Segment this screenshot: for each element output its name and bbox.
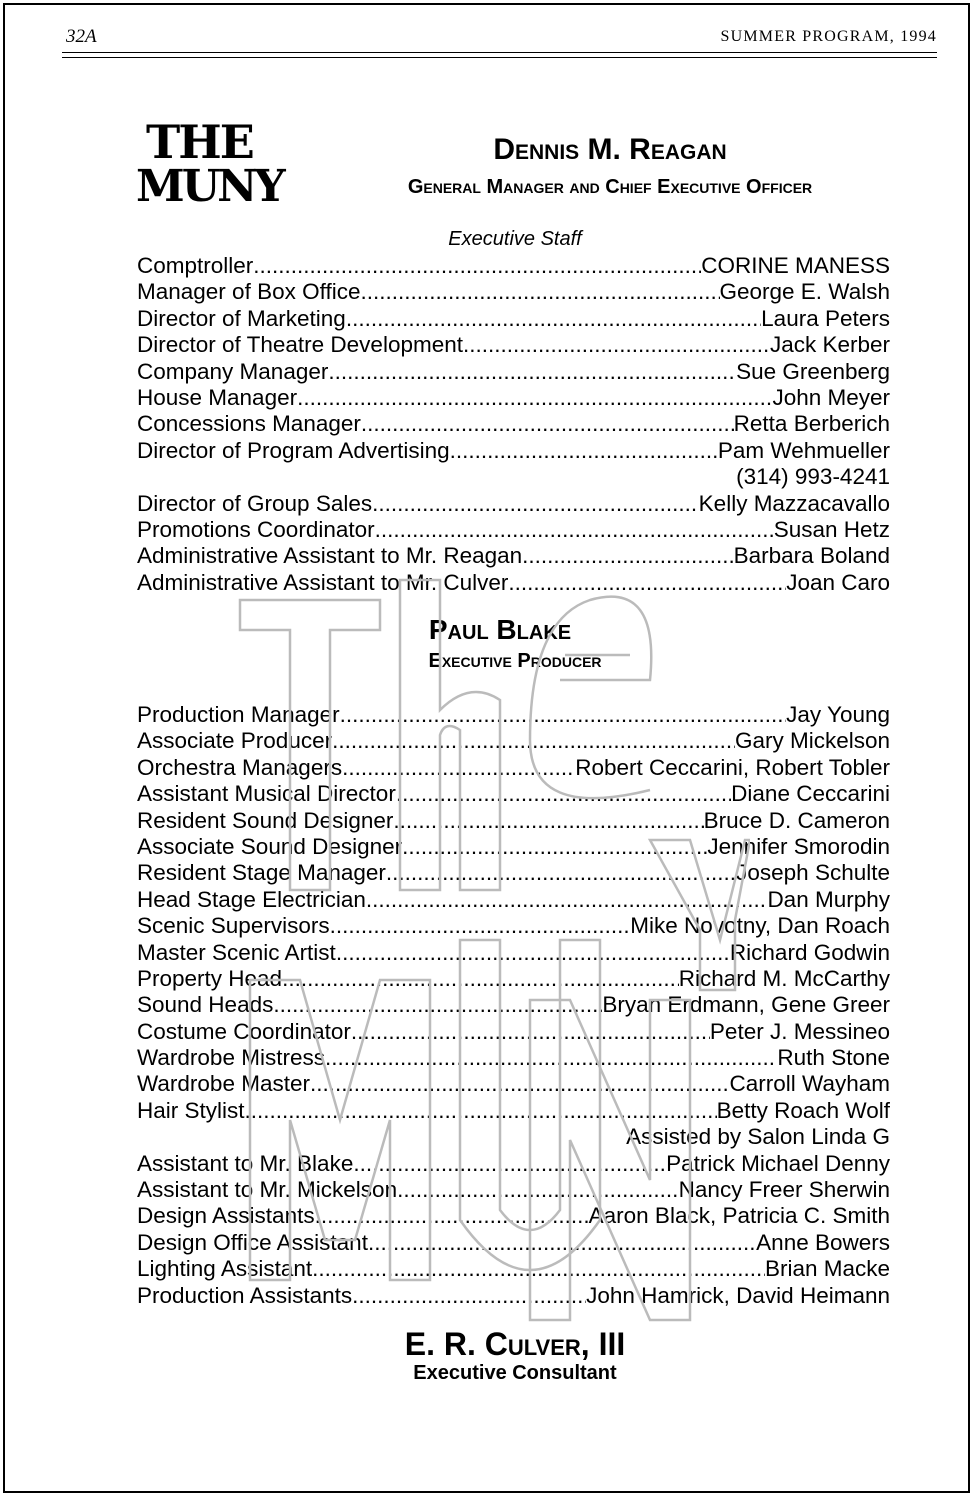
staff-role: Administrative Assistant to Mr. Culver (137, 569, 509, 595)
dot-leader (351, 1019, 710, 1045)
staff-value: Jennifer Smorodin (707, 833, 890, 859)
staff-value: Pam Wehmueller (717, 437, 890, 463)
dot-leader (253, 253, 701, 279)
dot-leader (450, 438, 718, 464)
executive-producer-title: Executive Producer (428, 650, 602, 672)
staff-role: Manager of Box Office (137, 279, 361, 305)
staff-row (137, 808, 890, 834)
header-rule (62, 57, 937, 58)
staff-row (137, 1203, 890, 1229)
staff-value: Bryan Erdmann, Gene Greer (602, 992, 890, 1018)
staff-role: Lighting Assistant (137, 1256, 313, 1282)
dot-leader (366, 887, 768, 913)
staff-value: Richard Godwin (729, 939, 890, 965)
staff-role: Administrative Assistant to Mr. Reagan (137, 543, 523, 569)
production-staff-list (137, 702, 890, 1309)
staff-row (137, 570, 890, 596)
dot-leader (352, 1283, 586, 1309)
staff-role: Production Manager (137, 702, 340, 727)
staff-row (137, 834, 890, 860)
staff-value: Peter J. Messineo (709, 1018, 890, 1044)
staff-value: Barbara Boland (733, 543, 890, 569)
staff-role: Assistant Musical Director (137, 781, 396, 807)
dot-leader (386, 860, 736, 886)
dot-leader (340, 702, 787, 728)
dot-leader (402, 834, 707, 860)
staff-value: Dan Murphy (767, 886, 890, 912)
staff-role: Head Stage Electrician (137, 886, 366, 912)
staff-role: Property Head (137, 965, 283, 991)
staff-row (137, 992, 890, 1018)
executive-consultant-name: E. R. Culver, III (404, 1326, 626, 1362)
staff-row (137, 1230, 890, 1256)
staff-role: Director of Marketing (137, 305, 346, 331)
staff-value: Aaron Black, Patricia C. Smith (588, 1203, 890, 1229)
staff-row (137, 411, 890, 437)
logo-line-1: THE (146, 115, 253, 169)
staff-row (137, 1256, 890, 1282)
staff-role: Associate Sound Designer (137, 833, 403, 859)
staff-row (137, 940, 890, 966)
staff-role: Concessions Manager (137, 411, 361, 437)
dot-leader (508, 570, 786, 596)
dot-leader (346, 306, 761, 332)
dot-leader (393, 808, 703, 834)
staff-value: Brian Macke (764, 1256, 890, 1282)
staff-value: Nancy Freer Sherwin (678, 1177, 890, 1203)
dot-leader (396, 781, 731, 807)
dot-leader (522, 543, 733, 569)
header-rule (62, 52, 937, 53)
dot-leader (330, 913, 631, 939)
staff-row (137, 543, 890, 569)
executive-staff-list (137, 253, 890, 596)
staff-value: John Hamrick, David Heimann (586, 1282, 890, 1308)
staff-role: Design Assistants (137, 1203, 315, 1229)
staff-value: Carroll Wayham (729, 1071, 890, 1097)
dot-leader (368, 1230, 756, 1256)
staff-row (137, 253, 890, 279)
staff-role: Director of Group Sales (137, 490, 373, 516)
staff-value: Betty Roach Wolf (716, 1097, 890, 1123)
staff-value: Jay Young (786, 702, 890, 727)
running-header (66, 26, 937, 52)
staff-value: Retta Berberich (733, 411, 890, 437)
staff-role: Master Scenic Artist (137, 939, 336, 965)
dot-leader (297, 385, 772, 411)
dot-leader (315, 1203, 589, 1229)
staff-value: Laura Peters (761, 305, 890, 331)
staff-row (137, 1177, 890, 1203)
dot-leader (328, 359, 736, 385)
executive-consultant-title: Executive Consultant (413, 1362, 617, 1384)
staff-role: Assistant to Mr. Mickelson (137, 1177, 398, 1203)
staff-value: Richard M. McCarthy (678, 965, 890, 991)
staff-role: Resident Stage Manager (137, 860, 386, 886)
staff-row (137, 306, 890, 332)
dot-leader (353, 1151, 666, 1177)
staff-value: Assisted by Salon Linda G (626, 1124, 890, 1150)
staff-value: Mike Novotny, Dan Roach (630, 913, 890, 939)
staff-value: Robert Ceccarini, Robert Tobler (575, 754, 890, 780)
staff-role: Promotions Coordinator (137, 516, 375, 542)
dot-leader (336, 940, 730, 966)
dot-leader (372, 491, 699, 517)
general-manager-name: Dennis M. Reagan (493, 133, 727, 166)
dot-leader (310, 1071, 730, 1097)
executive-staff-subtitle: Executive Staff (448, 228, 582, 250)
staff-role: Resident Sound Designer (137, 807, 394, 833)
staff-row (137, 1283, 890, 1309)
staff-role: Assistant to Mr. Blake (137, 1150, 354, 1176)
staff-value: Joan Caro (786, 569, 890, 595)
dot-leader (282, 966, 679, 992)
staff-role: Production Assistants (137, 1282, 353, 1308)
staff-role: Wardrobe Master (137, 1071, 310, 1097)
dot-leader (361, 411, 734, 437)
dot-leader (360, 279, 719, 305)
staff-value: Joseph Schulte (736, 860, 890, 886)
staff-row (137, 359, 890, 385)
staff-role: Orchestra Managers (137, 754, 343, 780)
dot-leader (397, 1177, 679, 1203)
staff-row (137, 517, 890, 543)
staff-role: Hair Stylist (137, 1097, 245, 1123)
staff-role: Sound Heads (137, 992, 274, 1018)
staff-row (137, 332, 890, 358)
staff-row (137, 491, 890, 517)
staff-value: Gary Mickelson (734, 728, 890, 754)
staff-role: Design Office Assistant (137, 1229, 368, 1255)
staff-row (137, 1098, 890, 1124)
staff-value: Ruth Stone (777, 1045, 890, 1071)
staff-value: Sue Greenberg (736, 358, 890, 384)
staff-value: Jack Kerber (769, 332, 890, 358)
muny-logo (136, 115, 283, 212)
staff-value: Bruce D. Cameron (703, 807, 890, 833)
staff-value: George E. Walsh (719, 279, 890, 305)
staff-value: Anne Bowers (756, 1229, 890, 1255)
staff-row (137, 1151, 890, 1177)
staff-value: Patrick Michael Denny (666, 1150, 890, 1176)
dot-leader (245, 1098, 717, 1124)
dot-leader (375, 517, 774, 543)
staff-role: Director of Theatre Development (137, 332, 463, 358)
staff-role: Associate Producer (137, 728, 333, 754)
staff-value: Kelly Mazzacavallo (698, 490, 890, 516)
staff-value: CORINE MANESS (701, 253, 890, 278)
page-number: 32A (66, 26, 97, 47)
executive-producer-name: Paul Blake (428, 614, 572, 645)
staff-role: House Manager (137, 384, 298, 410)
staff-role: Director of Program Advertising (137, 437, 450, 463)
dot-leader (342, 755, 575, 781)
staff-role: Wardrobe Mistress (137, 1045, 325, 1071)
staff-row (137, 755, 890, 781)
staff-row (137, 966, 890, 992)
program-title: SUMMER PROGRAM, 1994 (720, 28, 937, 45)
staff-role: Scenic Supervisors (137, 913, 330, 939)
general-manager-title: General Manager and Chief Executive Officer (407, 176, 813, 198)
staff-row (137, 385, 890, 411)
dot-leader (463, 332, 770, 358)
staff-value: Susan Hetz (773, 516, 890, 542)
dot-leader (332, 728, 735, 754)
staff-row (137, 860, 890, 886)
staff-row (137, 1071, 890, 1097)
staff-row (137, 913, 890, 939)
staff-row (137, 1019, 890, 1045)
staff-row (137, 438, 890, 464)
staff-value: John Meyer (772, 384, 890, 410)
staff-row (137, 887, 890, 913)
dot-leader (325, 1045, 777, 1071)
staff-role: Company Manager (137, 358, 329, 384)
staff-value: (314) 993-4241 (736, 464, 890, 490)
staff-role: Costume Coordinator (137, 1018, 351, 1044)
staff-row (137, 279, 890, 305)
staff-row-continuation (137, 1124, 890, 1150)
staff-row (137, 702, 890, 728)
dot-leader (273, 992, 602, 1018)
staff-row-continuation (137, 464, 890, 490)
logo-line-2: MUNY (136, 161, 283, 212)
staff-row (137, 728, 890, 754)
dot-leader (312, 1256, 765, 1282)
staff-role: Comptroller (137, 253, 254, 278)
staff-value: Diane Ceccarini (731, 781, 890, 807)
staff-row (137, 781, 890, 807)
staff-row (137, 1045, 890, 1071)
